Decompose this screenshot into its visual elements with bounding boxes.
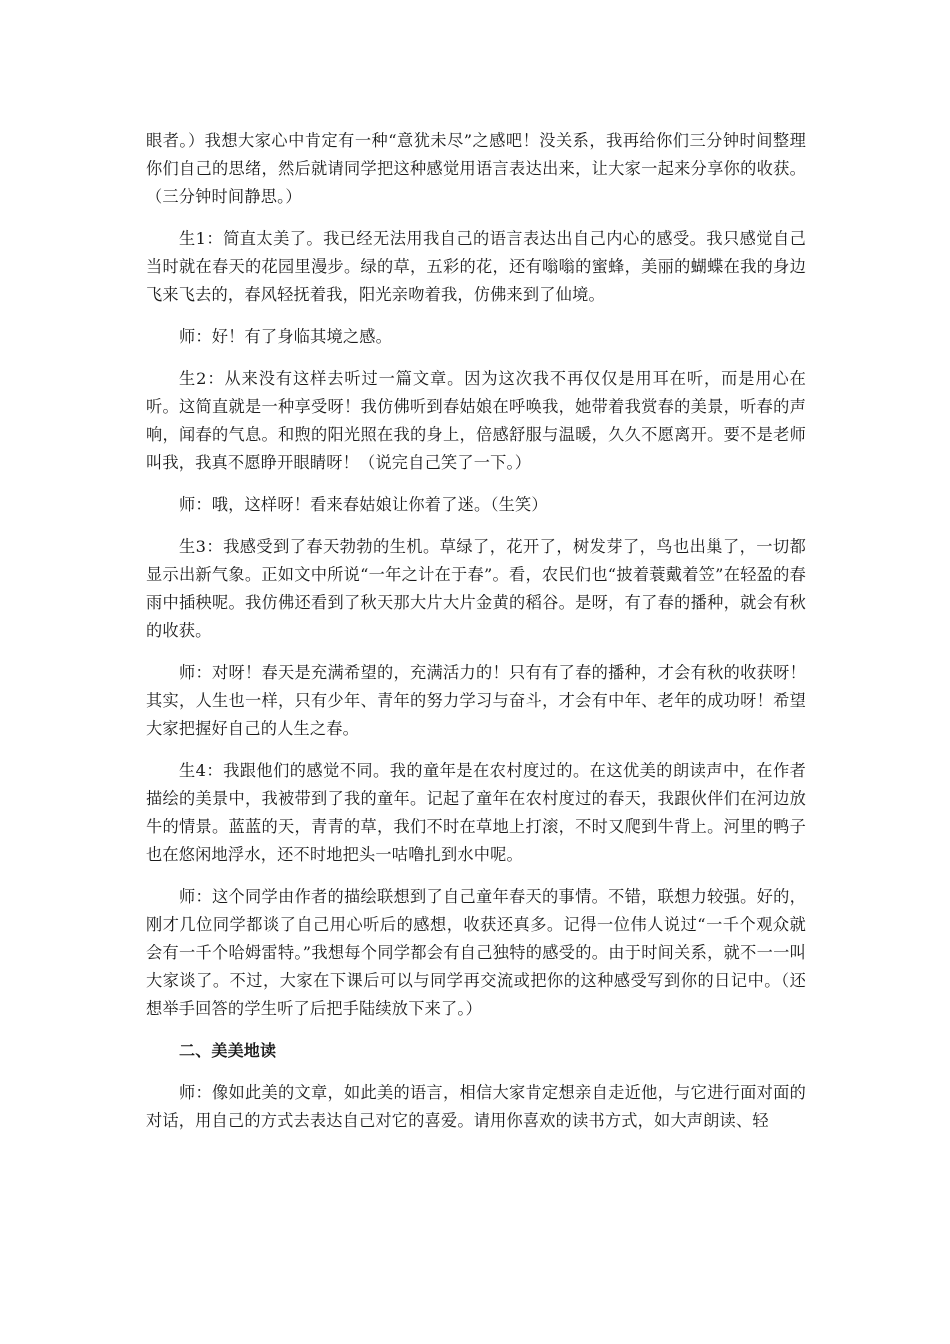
paragraph-student-3: 生3：我感受到了春天勃勃的生机。草绿了，花开了，树发芽了，鸟也出巢了，一切都显示出新气象。正如文中所说“一年之计在于春”。看，农民们也“披着蓑戴着笠”在轻盈的春雨中插秧呢。我仿佛还看到了秋天那大片大片金黄的稻谷。是呀，有了春的播种，就会有秋的收获。 [146, 537, 806, 640]
paragraph-student-4: 生4：我跟他们的感觉不同。我的童年是在农村度过的。在这优美的朗读声中，在作者描绘的美景中，我被带到了我的童年。记起了童年在农村度过的春天，我跟伙伴们在河边放牛的情景。蓝蓝的天，青青的草，我们不时在草地上打滚，不时又爬到牛背上。河里的鸭子也在悠闲地浮水，还不时地把头一咕噜扎到水中呢。 [146, 761, 806, 864]
paragraph-student-1: 生1：简直太美了。我已经无法用我自己的语言表达出自己内心的感受。我只感觉自己当时就在春天的花园里漫步。绿的草，五彩的花，还有嗡嗡的蜜蜂，美丽的蝴蝶在我的身边飞来飞去的，春风轻抚着我，阳光亲吻着我，仿佛来到了仙境。 [146, 229, 806, 304]
paragraph-teacher-4: 师：这个同学由作者的描绘联想到了自己童年春天的事情。不错，联想力较强。好的，刚才几位同学都谈了自己用心听后的感想，收获还真多。记得一位伟人说过“一千个观众就会有一千个哈姆雷特。”我想每个同学都会有自己独特的感受的。由于时间关系，就不一一叫大家谈了。不过，大家在下课后可以与同学再交流或把你的这种感受写到你的日记中。（还想举手回答的学生听了后把手陆续放下来了。） [146, 887, 806, 1018]
section-heading: 二、美美地读 [179, 1041, 277, 1060]
paragraph-teacher-3: 师：对呀！春天是充满希望的，充满活力的！只有有了春的播种，才会有秋的收获呀！其实，人生也一样，只有少年、青年的努力学习与奋斗，才会有中年、老年的成功呀！希望大家把握好自己的人生之春。 [146, 663, 806, 738]
document-body [146, 127, 806, 1149]
paragraph-continuation: 眼者。）我想大家心中肯定有一种“意犹未尽”之感吧！没关系，我再给你们三分钟时间整理你们自己的思绪，然后就请同学把这种感觉用语言表达出来，让大家一起来分享你的收获。（三分钟时间静思。） [146, 131, 806, 206]
paragraph-teacher-5: 师：像如此美的文章，如此美的语言，相信大家肯定想亲自走近他，与它进行面对面的对话，用自己的方式去表达自己对它的喜爱。请用你喜欢的读书方式，如大声朗读、轻 [146, 1083, 806, 1130]
paragraph-student-2: 生2：从来没有这样去听过一篇文章。因为这次我不再仅仅是用耳在听，而是用心在听。这简直就是一种享受呀！我仿佛听到春姑娘在呼唤我，她带着我赏春的美景，听春的声响，闻春的气息。和煦的阳光照在我的身上，倍感舒服与温暖，久久不愿离开。要不是老师叫我，我真不愿睁开眼睛呀！（说完自己笑了一下。） [146, 369, 806, 472]
paragraph-teacher-1: 师：好！有了身临其境之感。 [179, 327, 393, 346]
paragraph-teacher-2: 师：哦，这样呀！看来春姑娘让你着了迷。（生笑） [179, 495, 548, 514]
